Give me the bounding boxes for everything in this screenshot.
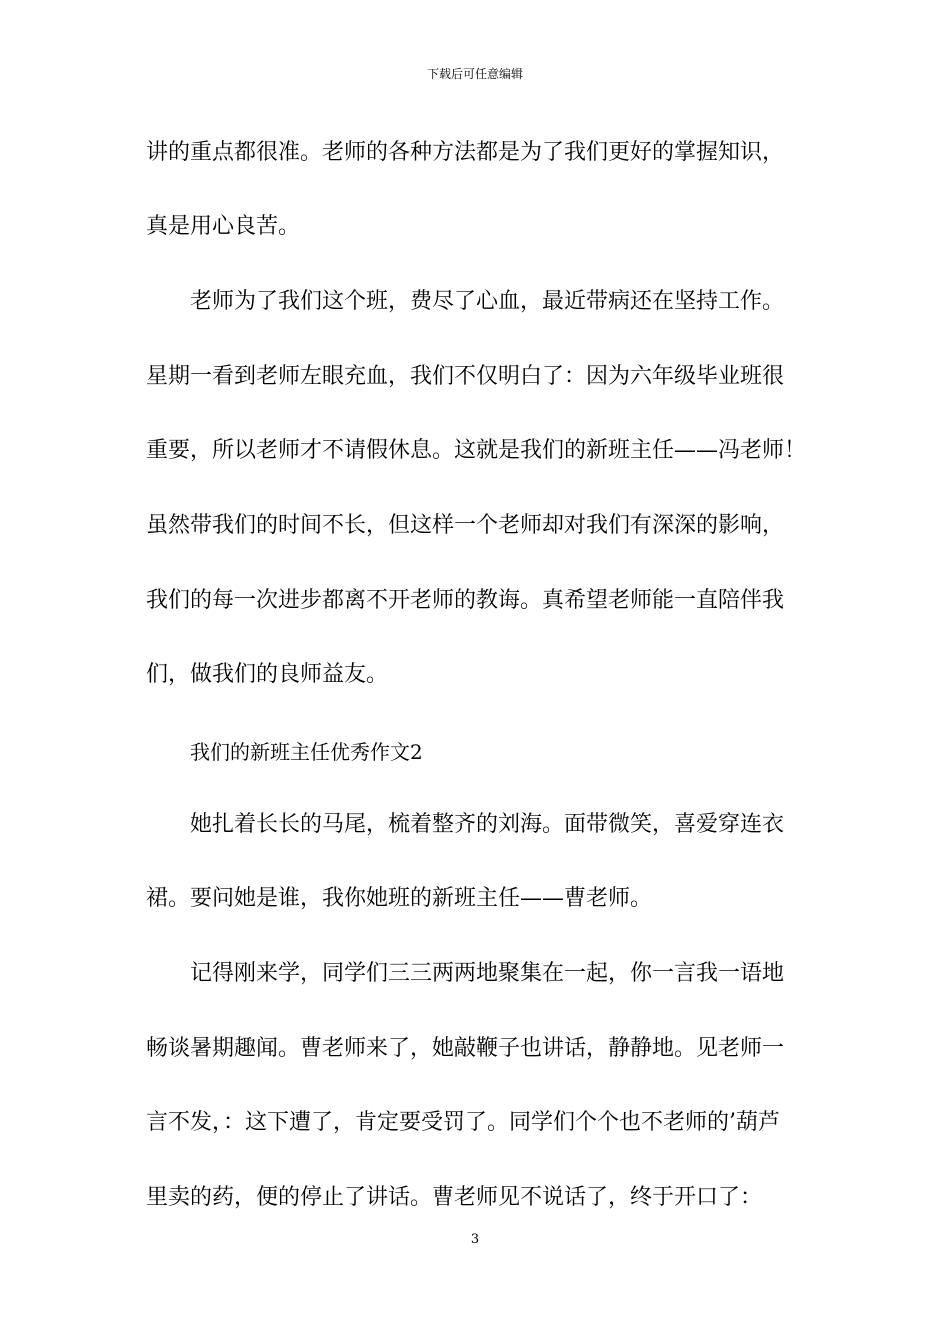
paragraph-line: 老师为了我们这个班，费尽了心血，最近带病还在坚持工作。 <box>190 289 785 314</box>
paragraph-line: 里卖的药，便的停止了讲话。曹老师见不说话了，终于开口了： <box>146 1185 763 1210</box>
page-number: 3 <box>470 1232 480 1247</box>
paragraph-line: 畅谈暑期趣闻。曹老师来了，她敲鞭子也讲话，静静地。见老师一 <box>146 1036 785 1061</box>
paragraph-line: 们，做我们的良师益友。 <box>146 662 389 687</box>
paragraph-line: 她扎着长长的马尾，梳着整齐的刘海。面带微笑，喜爱穿连衣 <box>190 812 785 837</box>
paragraph-line: 真是用心良苦。 <box>146 214 301 239</box>
paragraph-line: 言不发，：这下遭了，肯定要受罚了。同学们个个也不老师的’葫芦 <box>146 1110 780 1135</box>
paragraph-line: 讲的重点都很准。老师的各种方法都是为了我们更好的掌握知识， <box>146 140 785 165</box>
paragraph-line: 虽然带我们的时间不长，但这样一个老师却对我们有深深的影响， <box>146 513 785 538</box>
paragraph-line: 星期一看到老师左眼充血，我们不仅明白了：因为六年级毕业班很 <box>146 364 785 389</box>
section-title: 我们的新班主任优秀作文2 <box>190 740 423 764</box>
paragraph-line: 我们的每一次进步都离不开老师的教诲。真希望老师能一直陪伴我 <box>146 588 785 613</box>
paragraph-line: 裙。要问她是谁，我你她班的新班主任——曹老师。 <box>146 886 653 911</box>
paragraph-line: 重要，所以老师才不请假休息。这就是我们的新班主任——冯老师！ <box>146 438 807 463</box>
paragraph-line: 记得刚来学，同学们三三两两地聚集在一起，你一言我一语地 <box>190 961 785 986</box>
page-header-note: 下载后可任意编辑 <box>426 67 523 81</box>
